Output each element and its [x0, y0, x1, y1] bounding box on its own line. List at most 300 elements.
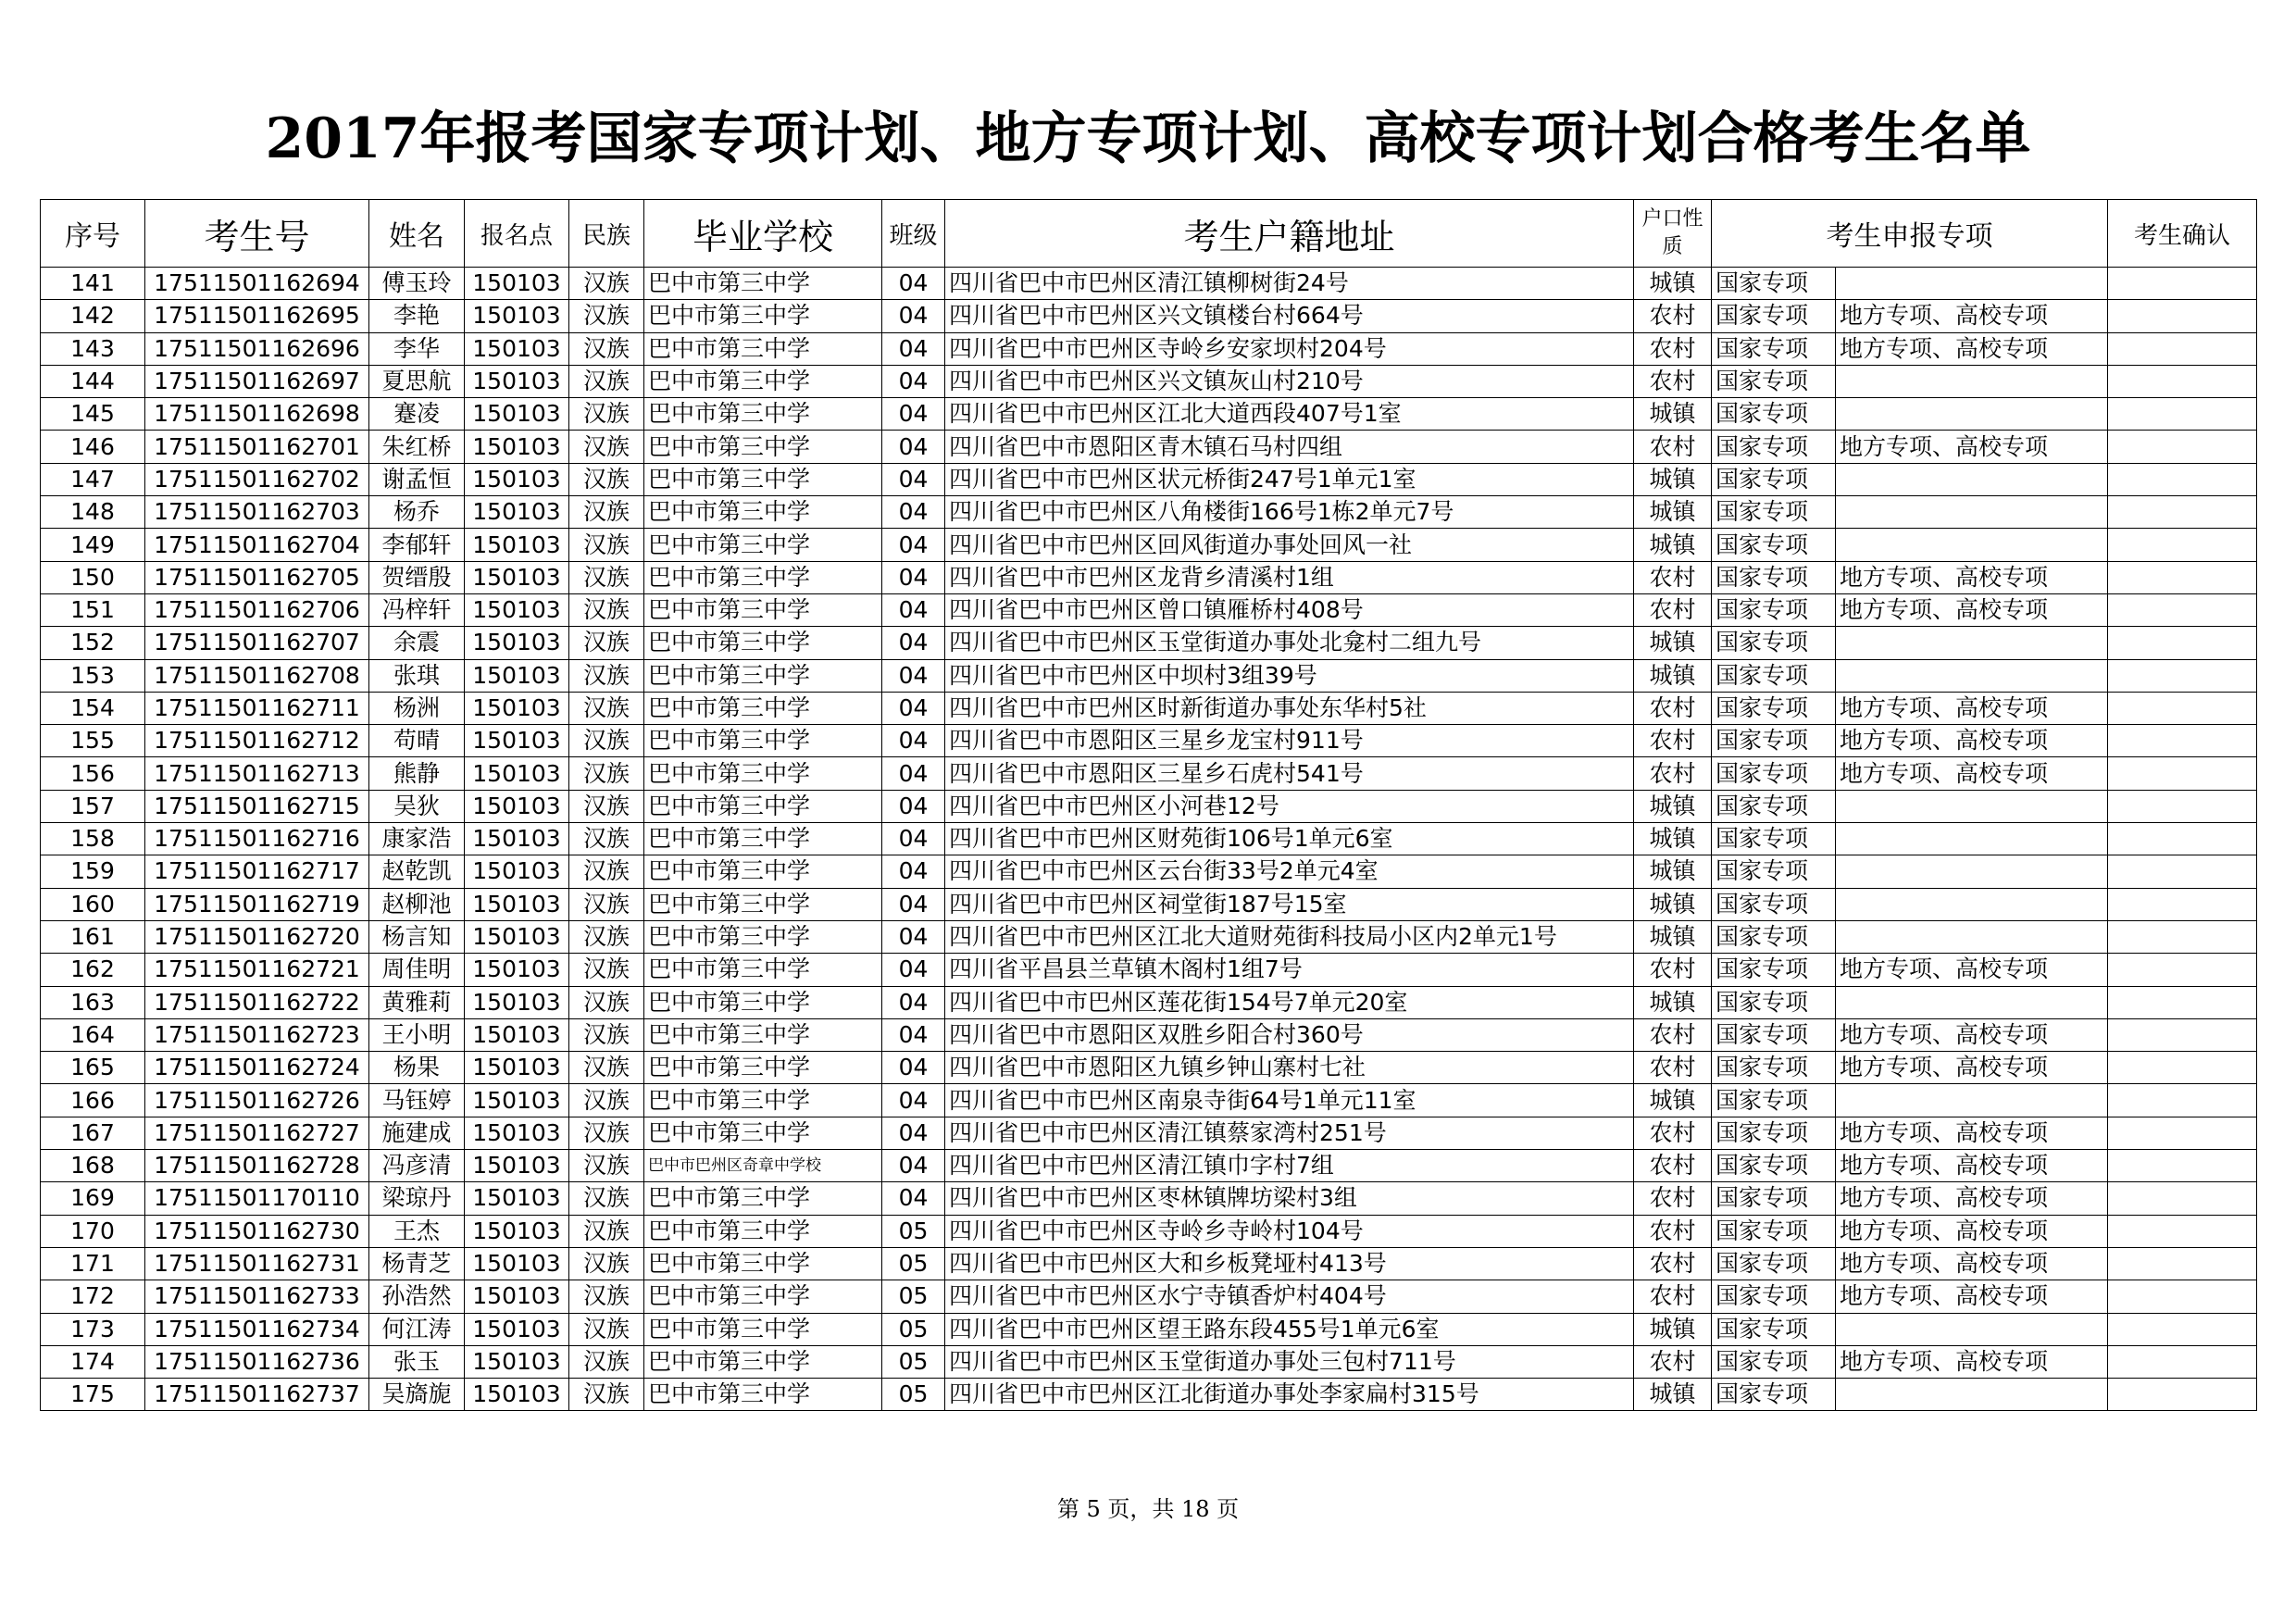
cell-site: 150103: [465, 365, 569, 397]
cell-hukou: 农村: [1634, 332, 1712, 365]
table-row: [41, 593, 2257, 626]
cell-hukou: 城镇: [1634, 920, 1712, 953]
cell-ethnicity: 汉族: [569, 1052, 644, 1084]
cell-seq: 163: [41, 986, 145, 1018]
cell-address: 四川省巴中市巴州区小河巷12号: [945, 790, 1634, 822]
cell-exam-no: 17511501162712: [145, 725, 369, 757]
cell-exam-no: 17511501162706: [145, 593, 369, 626]
cell-plan-national: 国家专项: [1712, 593, 1836, 626]
cell-plan-national: 国家专项: [1712, 365, 1836, 397]
cell-hukou: 农村: [1634, 954, 1712, 986]
cell-address: 四川省巴中市巴州区清江镇蔡家湾村251号: [945, 1117, 1634, 1149]
cell-name: 杨言知: [369, 920, 465, 953]
cell-confirm: [2108, 725, 2257, 757]
cell-site: 150103: [465, 593, 569, 626]
cell-plan-other: [1836, 659, 2108, 692]
cell-class: 04: [882, 398, 945, 431]
table-row: [41, 1313, 2257, 1345]
cell-site: 150103: [465, 954, 569, 986]
cell-ethnicity: 汉族: [569, 300, 644, 332]
table-row: [41, 757, 2257, 790]
cell-plan-other: 地方专项、高校专项: [1836, 1280, 2108, 1313]
cell-site: 150103: [465, 920, 569, 953]
cell-name: 杨乔: [369, 496, 465, 529]
table-row: [41, 986, 2257, 1018]
cell-ethnicity: 汉族: [569, 920, 644, 953]
cell-name: 杨青芝: [369, 1247, 465, 1280]
cell-site: 150103: [465, 986, 569, 1018]
cell-seq: 151: [41, 593, 145, 626]
cell-plan-national: 国家专项: [1712, 268, 1836, 300]
cell-plan-national: 国家专项: [1712, 1247, 1836, 1280]
cell-ethnicity: 汉族: [569, 1150, 644, 1182]
cell-name: 李艳: [369, 300, 465, 332]
table-row: [41, 790, 2257, 822]
cell-class: 04: [882, 332, 945, 365]
cell-site: 150103: [465, 561, 569, 593]
cell-ethnicity: 汉族: [569, 431, 644, 463]
cell-plan-national: 国家专项: [1712, 332, 1836, 365]
cell-exam-no: 17511501162708: [145, 659, 369, 692]
cell-plan-national: 国家专项: [1712, 398, 1836, 431]
cell-plan-national: 国家专项: [1712, 496, 1836, 529]
cell-site: 150103: [465, 1052, 569, 1084]
cell-plan-other: [1836, 790, 2108, 822]
cell-seq: 153: [41, 659, 145, 692]
cell-plan-national: 国家专项: [1712, 986, 1836, 1018]
cell-school: 巴中市第三中学: [644, 1052, 882, 1084]
cell-seq: 157: [41, 790, 145, 822]
header-plan: 考生申报专项: [1712, 200, 2108, 268]
header-school: 毕业学校: [644, 200, 882, 268]
cell-hukou: 城镇: [1634, 986, 1712, 1018]
cell-school: 巴中市第三中学: [644, 627, 882, 659]
cell-school: 巴中市第三中学: [644, 855, 882, 888]
cell-exam-no: 17511501162734: [145, 1313, 369, 1345]
table-row: [41, 1215, 2257, 1247]
header-address: 考生户籍地址: [945, 200, 1634, 268]
cell-class: 04: [882, 300, 945, 332]
cell-name: 杨洲: [369, 692, 465, 724]
cell-name: 吴狄: [369, 790, 465, 822]
cell-exam-no: 17511501162731: [145, 1247, 369, 1280]
cell-address: 四川省巴中市巴州区财苑街106号1单元6室: [945, 823, 1634, 855]
cell-exam-no: 17511501162707: [145, 627, 369, 659]
cell-ethnicity: 汉族: [569, 1313, 644, 1345]
cell-class: 04: [882, 855, 945, 888]
cell-ethnicity: 汉族: [569, 332, 644, 365]
cell-plan-national: 国家专项: [1712, 1052, 1836, 1084]
cell-site: 150103: [465, 463, 569, 495]
cell-class: 04: [882, 1018, 945, 1051]
cell-seq: 141: [41, 268, 145, 300]
cell-ethnicity: 汉族: [569, 1379, 644, 1411]
cell-plan-national: 国家专项: [1712, 1280, 1836, 1313]
table-body: [41, 268, 2257, 1411]
cell-plan-national: 国家专项: [1712, 431, 1836, 463]
cell-confirm: [2108, 496, 2257, 529]
cell-plan-other: 地方专项、高校专项: [1836, 593, 2108, 626]
table-row: [41, 365, 2257, 397]
cell-confirm: [2108, 1084, 2257, 1117]
cell-ethnicity: 汉族: [569, 725, 644, 757]
cell-school: 巴中市第三中学: [644, 1379, 882, 1411]
table-header-row: [41, 200, 2257, 268]
cell-school: 巴中市第三中学: [644, 1084, 882, 1117]
cell-plan-national: 国家专项: [1712, 1345, 1836, 1378]
cell-confirm: [2108, 561, 2257, 593]
cell-exam-no: 17511501162730: [145, 1215, 369, 1247]
cell-class: 04: [882, 823, 945, 855]
cell-address: 四川省巴中市巴州区兴文镇楼台村664号: [945, 300, 1634, 332]
cell-class: 04: [882, 1150, 945, 1182]
cell-confirm: [2108, 1018, 2257, 1051]
cell-name: 熊静: [369, 757, 465, 790]
cell-hukou: 城镇: [1634, 790, 1712, 822]
cell-ethnicity: 汉族: [569, 496, 644, 529]
cell-exam-no: 17511501162702: [145, 463, 369, 495]
cell-site: 150103: [465, 1182, 569, 1215]
cell-plan-other: [1836, 496, 2108, 529]
cell-school: 巴中市第三中学: [644, 1313, 882, 1345]
cell-class: 04: [882, 757, 945, 790]
cell-plan-national: 国家专项: [1712, 1018, 1836, 1051]
cell-exam-no: 17511501162717: [145, 855, 369, 888]
cell-site: 150103: [465, 1379, 569, 1411]
cell-exam-no: 17511501162733: [145, 1280, 369, 1313]
cell-exam-no: 17511501162736: [145, 1345, 369, 1378]
cell-exam-no: 17511501170110: [145, 1182, 369, 1215]
cell-exam-no: 17511501162713: [145, 757, 369, 790]
cell-seq: 162: [41, 954, 145, 986]
cell-plan-national: 国家专项: [1712, 1150, 1836, 1182]
cell-plan-national: 国家专项: [1712, 888, 1836, 920]
table-row: [41, 496, 2257, 529]
cell-confirm: [2108, 627, 2257, 659]
cell-address: 四川省巴中市巴州区曾口镇雁桥村408号: [945, 593, 1634, 626]
cell-site: 150103: [465, 627, 569, 659]
cell-hukou: 农村: [1634, 757, 1712, 790]
cell-hukou: 农村: [1634, 1280, 1712, 1313]
cell-plan-other: [1836, 365, 2108, 397]
cell-ethnicity: 汉族: [569, 1247, 644, 1280]
cell-name: 赵柳池: [369, 888, 465, 920]
cell-hukou: 城镇: [1634, 496, 1712, 529]
cell-name: 冯梓轩: [369, 593, 465, 626]
cell-exam-no: 17511501162737: [145, 1379, 369, 1411]
cell-seq: 156: [41, 757, 145, 790]
cell-name: 王小明: [369, 1018, 465, 1051]
table-row: [41, 529, 2257, 561]
cell-address: 四川省巴中市巴州区玉堂街道办事处三包村711号: [945, 1345, 1634, 1378]
cell-address: 四川省巴中市巴州区寺岭乡寺岭村104号: [945, 1215, 1634, 1247]
cell-plan-national: 国家专项: [1712, 627, 1836, 659]
cell-confirm: [2108, 529, 2257, 561]
table-row: [41, 431, 2257, 463]
cell-ethnicity: 汉族: [569, 593, 644, 626]
cell-hukou: 城镇: [1634, 1084, 1712, 1117]
cell-school: 巴中市第三中学: [644, 725, 882, 757]
cell-class: 05: [882, 1215, 945, 1247]
cell-exam-no: 17511501162703: [145, 496, 369, 529]
cell-school: 巴中市第三中学: [644, 790, 882, 822]
cell-plan-other: [1836, 398, 2108, 431]
cell-name: 梁琼丹: [369, 1182, 465, 1215]
table-row: [41, 1052, 2257, 1084]
cell-class: 04: [882, 1182, 945, 1215]
header-hukou: 户口性质: [1634, 200, 1712, 268]
cell-name: 夏思航: [369, 365, 465, 397]
cell-seq: 166: [41, 1084, 145, 1117]
cell-school: 巴中市第三中学: [644, 561, 882, 593]
cell-site: 150103: [465, 529, 569, 561]
cell-hukou: 农村: [1634, 1215, 1712, 1247]
cell-hukou: 农村: [1634, 1182, 1712, 1215]
cell-seq: 145: [41, 398, 145, 431]
cell-hukou: 城镇: [1634, 463, 1712, 495]
cell-school: 巴中市第三中学: [644, 1280, 882, 1313]
cell-ethnicity: 汉族: [569, 790, 644, 822]
table-row: [41, 561, 2257, 593]
cell-class: 04: [882, 496, 945, 529]
cell-name: 吴旖旎: [369, 1379, 465, 1411]
cell-seq: 144: [41, 365, 145, 397]
candidate-table: [40, 199, 2257, 1411]
cell-site: 150103: [465, 1215, 569, 1247]
cell-address: 四川省巴中市巴州区回风街道办事处回风一社: [945, 529, 1634, 561]
cell-seq: 152: [41, 627, 145, 659]
cell-class: 04: [882, 365, 945, 397]
cell-plan-other: 地方专项、高校专项: [1836, 1215, 2108, 1247]
cell-hukou: 城镇: [1634, 1379, 1712, 1411]
cell-exam-no: 17511501162695: [145, 300, 369, 332]
cell-address: 四川省巴中市巴州区八角楼街166号1栋2单元7号: [945, 496, 1634, 529]
cell-ethnicity: 汉族: [569, 1182, 644, 1215]
cell-confirm: [2108, 692, 2257, 724]
cell-school: 巴中市第三中学: [644, 431, 882, 463]
table-row: [41, 823, 2257, 855]
cell-plan-national: 国家专项: [1712, 659, 1836, 692]
cell-class: 05: [882, 1313, 945, 1345]
cell-school: 巴中市第三中学: [644, 496, 882, 529]
cell-hukou: 城镇: [1634, 398, 1712, 431]
cell-plan-other: 地方专项、高校专项: [1836, 1247, 2108, 1280]
cell-name: 张玉: [369, 1345, 465, 1378]
cell-hukou: 城镇: [1634, 268, 1712, 300]
table-row: [41, 627, 2257, 659]
cell-hukou: 农村: [1634, 561, 1712, 593]
cell-class: 04: [882, 888, 945, 920]
cell-school: 巴中市第三中学: [644, 332, 882, 365]
cell-seq: 170: [41, 1215, 145, 1247]
cell-address: 四川省巴中市巴州区寺岭乡安家坝村204号: [945, 332, 1634, 365]
cell-name: 张琪: [369, 659, 465, 692]
cell-ethnicity: 汉族: [569, 268, 644, 300]
table-row: [41, 659, 2257, 692]
cell-seq: 174: [41, 1345, 145, 1378]
cell-address: 四川省巴中市巴州区水宁寺镇香炉村404号: [945, 1280, 1634, 1313]
cell-plan-national: 国家专项: [1712, 529, 1836, 561]
cell-address: 四川省巴中市恩阳区九镇乡钟山寨村七社: [945, 1052, 1634, 1084]
cell-plan-other: 地方专项、高校专项: [1836, 692, 2108, 724]
cell-school: 巴中市第三中学: [644, 1182, 882, 1215]
cell-confirm: [2108, 659, 2257, 692]
cell-site: 150103: [465, 268, 569, 300]
cell-ethnicity: 汉族: [569, 1018, 644, 1051]
cell-address: 四川省巴中市巴州区枣林镇牌坊梁村3组: [945, 1182, 1634, 1215]
cell-ethnicity: 汉族: [569, 823, 644, 855]
cell-confirm: [2108, 954, 2257, 986]
cell-exam-no: 17511501162721: [145, 954, 369, 986]
cell-plan-other: [1836, 855, 2108, 888]
cell-plan-national: 国家专项: [1712, 692, 1836, 724]
cell-name: 李郁轩: [369, 529, 465, 561]
cell-school: 巴中市第三中学: [644, 1247, 882, 1280]
cell-site: 150103: [465, 1084, 569, 1117]
cell-address: 四川省巴中市巴州区江北街道办事处李家扁村315号: [945, 1379, 1634, 1411]
cell-hukou: 农村: [1634, 431, 1712, 463]
table-row: [41, 920, 2257, 953]
cell-class: 04: [882, 593, 945, 626]
cell-exam-no: 17511501162719: [145, 888, 369, 920]
cell-seq: 160: [41, 888, 145, 920]
table-row: [41, 1280, 2257, 1313]
cell-confirm: [2108, 1379, 2257, 1411]
cell-hukou: 城镇: [1634, 529, 1712, 561]
cell-name: 余震: [369, 627, 465, 659]
cell-plan-national: 国家专项: [1712, 1379, 1836, 1411]
cell-plan-other: [1836, 627, 2108, 659]
cell-exam-no: 17511501162716: [145, 823, 369, 855]
cell-confirm: [2108, 986, 2257, 1018]
cell-site: 150103: [465, 1345, 569, 1378]
cell-seq: 159: [41, 855, 145, 888]
cell-plan-other: [1836, 823, 2108, 855]
cell-address: 四川省巴中市巴州区江北大道财苑街科技局小区内2单元1号: [945, 920, 1634, 953]
cell-confirm: [2108, 823, 2257, 855]
cell-seq: 150: [41, 561, 145, 593]
cell-confirm: [2108, 888, 2257, 920]
cell-address: 四川省巴中市巴州区莲花街154号7单元20室: [945, 986, 1634, 1018]
cell-confirm: [2108, 790, 2257, 822]
cell-exam-no: 17511501162715: [145, 790, 369, 822]
cell-confirm: [2108, 332, 2257, 365]
cell-ethnicity: 汉族: [569, 888, 644, 920]
cell-exam-no: 17511501162705: [145, 561, 369, 593]
cell-address: 四川省巴中市巴州区南泉寺街64号1单元11室: [945, 1084, 1634, 1117]
cell-plan-other: [1836, 1084, 2108, 1117]
cell-address: 四川省巴中市巴州区望王路东段455号1单元6室: [945, 1313, 1634, 1345]
cell-school: 巴中市第三中学: [644, 268, 882, 300]
cell-name: 康家浩: [369, 823, 465, 855]
cell-exam-no: 17511501162701: [145, 431, 369, 463]
cell-seq: 173: [41, 1313, 145, 1345]
cell-confirm: [2108, 463, 2257, 495]
cell-plan-national: 国家专项: [1712, 954, 1836, 986]
cell-site: 150103: [465, 1117, 569, 1149]
cell-school: 巴中市第三中学: [644, 920, 882, 953]
cell-name: 王杰: [369, 1215, 465, 1247]
cell-seq: 158: [41, 823, 145, 855]
cell-confirm: [2108, 593, 2257, 626]
cell-address: 四川省巴中市巴州区兴文镇灰山村210号: [945, 365, 1634, 397]
cell-hukou: 城镇: [1634, 855, 1712, 888]
cell-class: 04: [882, 725, 945, 757]
cell-confirm: [2108, 300, 2257, 332]
cell-confirm: [2108, 1313, 2257, 1345]
cell-plan-other: 地方专项、高校专项: [1836, 1150, 2108, 1182]
cell-class: 04: [882, 1117, 945, 1149]
cell-address: 四川省巴中市巴州区时新街道办事处东华村5社: [945, 692, 1634, 724]
cell-class: 04: [882, 529, 945, 561]
cell-plan-national: 国家专项: [1712, 823, 1836, 855]
cell-seq: 161: [41, 920, 145, 953]
cell-class: 04: [882, 1052, 945, 1084]
cell-school: 巴中市第三中学: [644, 823, 882, 855]
cell-site: 150103: [465, 659, 569, 692]
cell-exam-no: 17511501162728: [145, 1150, 369, 1182]
cell-plan-other: 地方专项、高校专项: [1836, 300, 2108, 332]
cell-confirm: [2108, 1247, 2257, 1280]
header-site: 报名点: [465, 200, 569, 268]
cell-site: 150103: [465, 1280, 569, 1313]
cell-address: 四川省平昌县兰草镇木阁村1组7号: [945, 954, 1634, 986]
table-row: [41, 1150, 2257, 1182]
cell-address: 四川省巴中市巴州区龙背乡清溪村1组: [945, 561, 1634, 593]
cell-plan-other: 地方专项、高校专项: [1836, 561, 2108, 593]
cell-plan-national: 国家专项: [1712, 725, 1836, 757]
cell-address: 四川省巴中市恩阳区双胜乡阳合村360号: [945, 1018, 1634, 1051]
cell-school: 巴中市第三中学: [644, 1345, 882, 1378]
cell-plan-other: 地方专项、高校专项: [1836, 1182, 2108, 1215]
cell-class: 04: [882, 790, 945, 822]
cell-school: 巴中市第三中学: [644, 463, 882, 495]
cell-plan-other: [1836, 268, 2108, 300]
cell-seq: 154: [41, 692, 145, 724]
cell-plan-other: 地方专项、高校专项: [1836, 757, 2108, 790]
cell-school: 巴中市巴州区奇章中学校: [644, 1150, 882, 1182]
table-row: [41, 692, 2257, 724]
cell-confirm: [2108, 855, 2257, 888]
cell-name: 苟晴: [369, 725, 465, 757]
cell-exam-no: 17511501162696: [145, 332, 369, 365]
table-row: [41, 1247, 2257, 1280]
cell-exam-no: 17511501162723: [145, 1018, 369, 1051]
cell-hukou: 农村: [1634, 1117, 1712, 1149]
cell-plan-other: 地方专项、高校专项: [1836, 431, 2108, 463]
cell-ethnicity: 汉族: [569, 627, 644, 659]
cell-site: 150103: [465, 790, 569, 822]
table-row: [41, 300, 2257, 332]
cell-name: 蹇凌: [369, 398, 465, 431]
cell-plan-national: 国家专项: [1712, 1215, 1836, 1247]
cell-site: 150103: [465, 431, 569, 463]
cell-site: 150103: [465, 888, 569, 920]
cell-class: 04: [882, 920, 945, 953]
cell-school: 巴中市第三中学: [644, 692, 882, 724]
cell-name: 施建成: [369, 1117, 465, 1149]
cell-school: 巴中市第三中学: [644, 1215, 882, 1247]
cell-seq: 146: [41, 431, 145, 463]
cell-ethnicity: 汉族: [569, 463, 644, 495]
header-confirm: 考生确认: [2108, 200, 2257, 268]
cell-seq: 155: [41, 725, 145, 757]
cell-plan-other: 地方专项、高校专项: [1836, 332, 2108, 365]
cell-hukou: 城镇: [1634, 888, 1712, 920]
table-row: [41, 463, 2257, 495]
cell-confirm: [2108, 1117, 2257, 1149]
cell-plan-national: 国家专项: [1712, 1313, 1836, 1345]
